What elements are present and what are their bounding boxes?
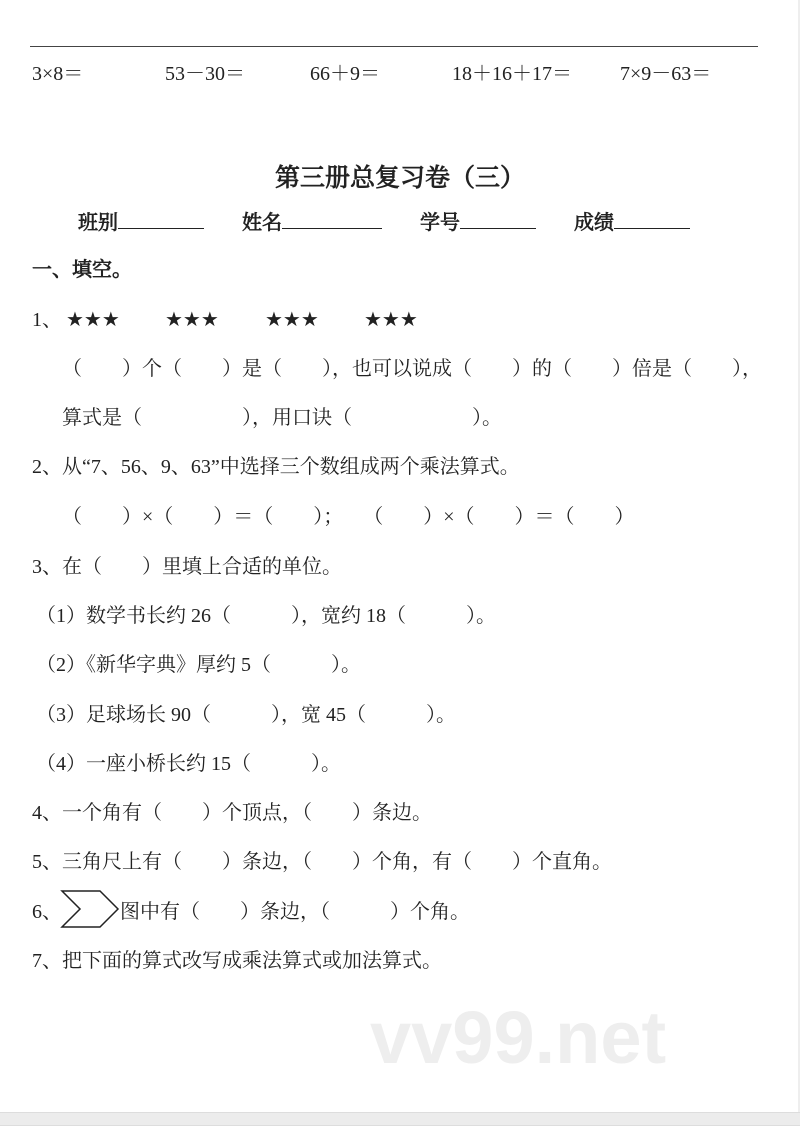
equation: 53－30＝ — [165, 63, 245, 85]
class-blank[interactable] — [118, 210, 204, 229]
q6-text: 图中有（ ）条边，（ ）个角。 — [120, 901, 470, 923]
equation: 3×8＝ — [32, 63, 84, 85]
q4: 4、一个角有（ ）个顶点，（ ）条边。 — [32, 802, 432, 824]
field-score-label: 成绩 — [574, 212, 614, 234]
section-heading: 一、填空。 — [32, 259, 132, 281]
watermark: vv99.net — [370, 996, 667, 1079]
q3-item: （1）数学书长约 26（ ），宽约 18（ ）。 — [36, 605, 496, 627]
field-class-label: 班别 — [78, 212, 118, 234]
q2-line1: 2、从“7、56、9、63”中选择三个数组成两个乘法算式。 — [32, 456, 520, 478]
q3-line1: 3、在（ ）里填上合适的单位。 — [32, 556, 342, 578]
field-name-label: 姓名 — [242, 212, 282, 234]
q3-item: （3）足球场长 90（ ），宽 45（ ）。 — [36, 704, 456, 726]
equation: 66＋9＝ — [310, 63, 380, 85]
q5: 5、三角尺上有（ ）条边，（ ）个角，有（ ）个直角。 — [32, 851, 612, 873]
q1-line1: （ ）个（ ）是（ ），也可以说成（ ）的（ ）倍是（ ）， — [62, 358, 762, 380]
q3-item: （2）《新华字典》厚约 5（ ）。 — [36, 654, 361, 676]
top-rule — [30, 46, 758, 47]
name-blank[interactable] — [282, 210, 382, 229]
star-group: ★★★ — [364, 309, 418, 331]
star-group: ★★★ — [66, 309, 120, 331]
equation: 18＋16＋17＝ — [452, 63, 572, 85]
chevron-shape-icon — [60, 889, 120, 929]
q1-label: 1、 — [32, 309, 62, 331]
q2-line2: （ ）×（ ）＝（ ）； （ ）×（ ）＝（ ） — [62, 506, 635, 528]
equation: 7×9－63＝ — [620, 63, 712, 85]
star-group: ★★★ — [265, 309, 319, 331]
field-id-label: 学号 — [420, 212, 460, 234]
id-blank[interactable] — [460, 210, 536, 229]
q3-item: （4）一座小桥长约 15（ ）。 — [36, 753, 341, 775]
q6-label: 6、 — [32, 901, 62, 923]
q7: 7、把下面的算式改写成乘法算式或加法算式。 — [32, 950, 442, 972]
score-blank[interactable] — [614, 210, 690, 229]
star-group: ★★★ — [165, 309, 219, 331]
page-title: 第三册总复习卷（三） — [274, 163, 525, 192]
page-separator — [0, 1112, 800, 1126]
q1-line2: 算式是（ ），用口诀（ ）。 — [62, 407, 502, 429]
